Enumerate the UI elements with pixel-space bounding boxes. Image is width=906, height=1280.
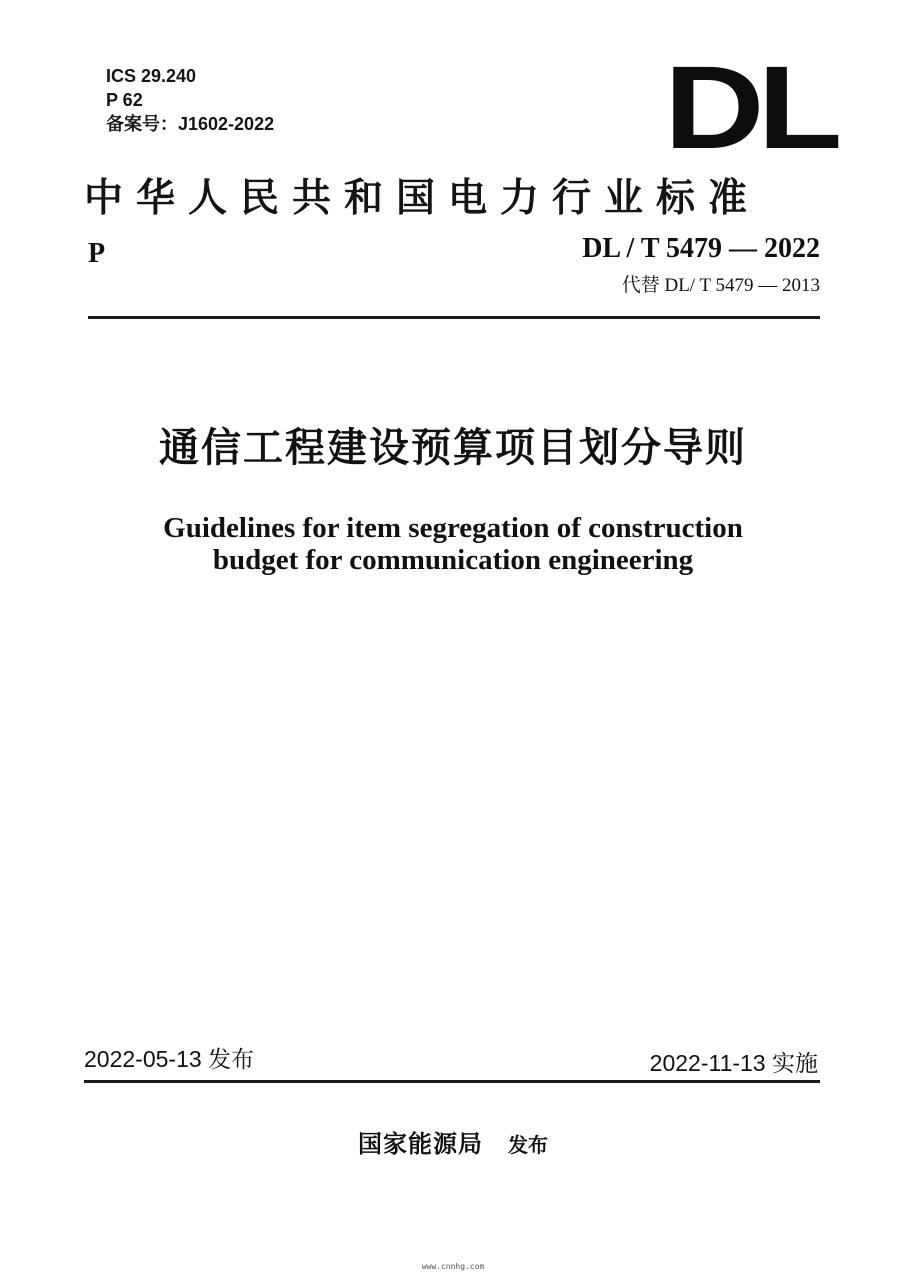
dl-logo: DL — [664, 42, 836, 174]
meta-block — [106, 64, 274, 136]
standard-code: DL / T 5479 — 2022 — [582, 233, 820, 264]
english-title — [0, 512, 906, 576]
publisher-org: 国家能源局 — [357, 1130, 483, 1158]
record-number: 备案号：J1602-2022 — [106, 114, 275, 134]
implementation-date: 2022-11-13 实施 — [649, 1050, 818, 1076]
english-title-line-2: budget for communication engineering — [212, 544, 694, 576]
standard-type-title: 中华人民共和国电力行业标准 — [84, 175, 761, 221]
english-title-line-1: Guidelines for item segregation of construction — [163, 512, 743, 544]
ics-code: ICS 29.240 — [106, 66, 197, 86]
replaces-standard: 代替 DL/ T 5479 — 2013 — [621, 275, 820, 296]
chinese-title: 通信工程建设预算项目划分导则 — [159, 425, 747, 471]
classification-letter: P — [88, 238, 106, 269]
publisher-line — [0, 1124, 906, 1159]
class-code: P 62 — [106, 90, 143, 110]
watermark: www.cnnhg.com — [421, 1262, 485, 1271]
issue-date: 2022-05-13 发布 — [84, 1046, 255, 1072]
bottom-divider — [84, 1080, 820, 1083]
top-divider — [88, 316, 820, 319]
publisher-action: 发布 — [508, 1133, 549, 1157]
